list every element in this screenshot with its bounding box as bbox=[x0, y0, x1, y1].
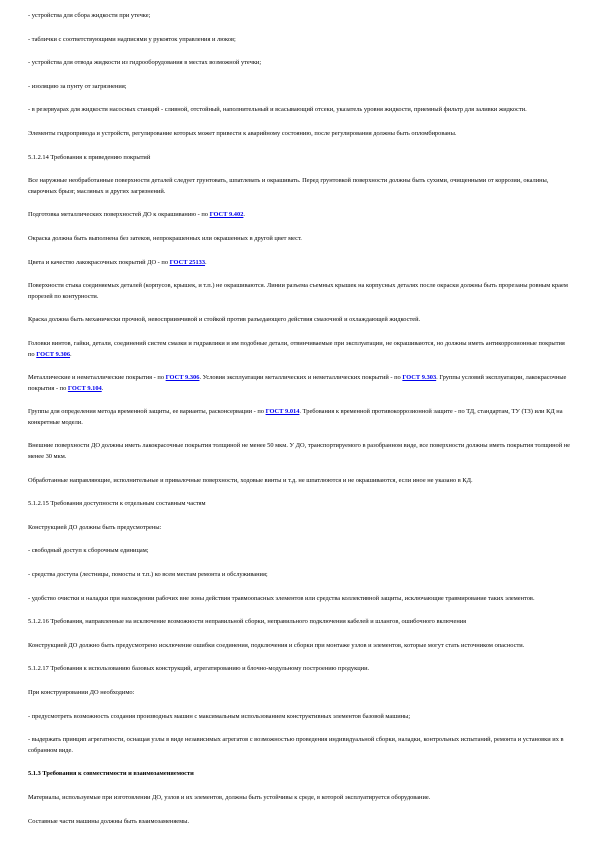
paragraph-text: - выдержать принцип агрегатности, оснащая узлы в виде независимых агрегатов с возможностью проведения индивидуальной сборки, наладки, контрольных испытаний, ремонта и установки их в собранном виде. bbox=[28, 736, 564, 754]
paragraph-text: . bbox=[70, 350, 72, 358]
body-paragraph bbox=[28, 281, 573, 302]
paragraph-text: 5.1.2.15 Требования доступности к отдельным составным частям bbox=[28, 500, 206, 508]
body-paragraph bbox=[28, 793, 573, 804]
paragraph-text: - изоляцию за пунту от загрязнения; bbox=[28, 82, 127, 90]
body-paragraph bbox=[28, 817, 573, 828]
body-paragraph bbox=[28, 688, 573, 699]
paragraph-text: Элементы гидропривода и устройств, регулирование которых может привести к аварийному состоянию, после регулирования должны быть опломбированы. bbox=[28, 129, 457, 137]
body-paragraph bbox=[28, 641, 573, 652]
body-paragraph bbox=[28, 476, 573, 487]
paragraph-text: . Условия эксплуатации металлических и неметаллических покрытий - по bbox=[199, 374, 403, 382]
body-paragraph bbox=[28, 499, 573, 510]
body-paragraph bbox=[28, 570, 573, 581]
paragraph-text: Внешние поверхности ДО должны иметь лакокрасочные покрытия толщиной не менее 50 мкм. У ДО, транспортируемого в разобранном виде, все поверхности должны иметь покрытия толщиной не менее 30 мкм. bbox=[28, 442, 571, 461]
paragraph-text: Обработанные направляющие, исполнительные и привалочные поверхности, ходовые винты и т.д. не шпатлюются и не окрашиваются, если иное не указано в КД. bbox=[28, 476, 473, 484]
paragraph-text: . bbox=[205, 258, 207, 266]
paragraph-text: 5.1.2.14 Требования к приведению покрытий bbox=[28, 153, 151, 161]
paragraph-text: - свободный доступ к сборочным единицам; bbox=[28, 547, 149, 555]
body-paragraph bbox=[28, 769, 573, 780]
gost-reference-link[interactable]: ГОСТ 9.306 bbox=[165, 374, 200, 382]
body-paragraph bbox=[28, 234, 573, 245]
body-paragraph bbox=[28, 35, 573, 46]
body-paragraph bbox=[28, 105, 573, 116]
body-paragraph bbox=[28, 315, 573, 326]
body-paragraph bbox=[28, 523, 573, 534]
paragraph-text: . bbox=[243, 211, 245, 219]
body-paragraph bbox=[28, 339, 573, 360]
gost-reference-link[interactable]: ГОСТ 9.306 bbox=[36, 350, 71, 358]
paragraph-text: - удобство очистки и наладки при нахождении рабочих вне зоны действия травмоопасных элементов или средства коллективной защиты, исключающие травмирование таких элементов. bbox=[28, 594, 535, 602]
paragraph-text: . Требования к временной противокоррозионной защите - по ТД, стандартам, ТУ (ТЗ) или КД на конкретные модели. bbox=[28, 408, 563, 426]
paragraph-text: . Группы условий эксплуатации, лакокрасочные покрытия - по bbox=[28, 374, 567, 392]
paragraph-text: - таблички с соответствующими надписями у рукояток управления и люков; bbox=[28, 35, 236, 43]
paragraph-text: Конструкцией ДО должно быть предусмотрено исключение ошибки соединения, подключения и сборки при монтаже узлов и элементов, которые могут стать источником опасности. bbox=[28, 641, 525, 649]
body-paragraph bbox=[28, 129, 573, 140]
paragraph-text: Краска должна быть механически прочной, невосприимчивой и стойкой против разъедающего действия смазочной и охлаждающей жидкостей. bbox=[28, 316, 421, 324]
body-paragraph bbox=[28, 441, 573, 462]
paragraph-text: 5.1.3 Требования к совместимости и взаимозаменяемости bbox=[28, 770, 194, 778]
body-paragraph bbox=[28, 664, 573, 675]
body-paragraph bbox=[28, 594, 573, 605]
paragraph-text: Поверхности стыка соединяемых деталей (корпусов, крышек, и т.п.) не окрашиваются. Линии разъема съемных крышек на корпусных деталях после окраски должны быть прорезаны ровным краем прорезей по контурности. bbox=[28, 282, 568, 300]
gost-reference-link[interactable]: ГОСТ 9.104 bbox=[67, 384, 102, 392]
paragraph-text: Подготовка металлических поверхностей ДО к окрашиванию - по bbox=[28, 211, 210, 219]
paragraph-text: Материалы, используемые при изготовлении ДО, узлов и их элементов, должны быть устойчивы к среде, в которой эксплуатируется оборудование. bbox=[28, 793, 431, 801]
paragraph-text: 5.1.2.16 Требования, направленные на исключение возможности неправильной сборки, неправильного подключения кабелей и шлангов, ошибочного включения bbox=[28, 618, 467, 626]
gost-reference-link[interactable]: ГОСТ 9.014 bbox=[265, 408, 300, 416]
paragraph-text: При конструировании ДО необходимо: bbox=[28, 689, 135, 696]
body-paragraph bbox=[28, 11, 573, 22]
paragraph-text: 5.1.2.17 Требования к использованию базовых конструкций, агрегатированию и блочно-модульному построению продукции. bbox=[28, 665, 370, 673]
gost-reference-link[interactable]: ГОСТ 25133 bbox=[169, 258, 206, 266]
body-paragraph bbox=[28, 210, 573, 221]
paragraph-text: - в резервуарах для жидкости насосных станций - сливной, отстойный, наполнительный и всасывающий отсеки, указатель уровня жидкости, приемный фильтр для заливки жидкости. bbox=[28, 106, 527, 114]
paragraph-text: Конструкцией ДО должны быть предусмотрены: bbox=[28, 523, 162, 531]
paragraph-text: Группы для определения метода временной защиты, ее варианты, расконсервации - по bbox=[28, 408, 266, 416]
gost-reference-link[interactable]: ГОСТ 9.402 bbox=[209, 211, 244, 219]
body-paragraph bbox=[28, 258, 573, 269]
paragraph-text: Цвета и качество лакокрасочных покрытий ДО - по bbox=[28, 258, 170, 266]
body-paragraph bbox=[28, 58, 573, 69]
body-paragraph bbox=[28, 546, 573, 557]
body-paragraph bbox=[28, 735, 573, 756]
paragraph-text: - средства доступа (лестницы, помосты и т.п.) ко всем местам ремонта и обслуживания; bbox=[28, 571, 268, 579]
paragraph-text: Составные части машины должны быть взаимозаменяемы. bbox=[28, 817, 190, 825]
paragraph-text: Окраска должна быть выполнена без затеков, непрокрашенных или окрашенных в другой цвет мест. bbox=[28, 234, 302, 242]
body-paragraph bbox=[28, 153, 573, 164]
body-paragraph bbox=[28, 373, 573, 394]
paragraph-text: - устройства для сбора жидкости при утечке; bbox=[28, 12, 151, 19]
paragraph-text: Металлические и неметаллические покрытия - по bbox=[28, 374, 166, 382]
paragraph-text: - устройства для отвода жидкости из гидрооборудования в местах возможной утечки; bbox=[28, 59, 262, 67]
paragraph-text: - предусмотреть возможность создания производных машин с максимальным использованием конструктивных элементов базовой машины; bbox=[28, 712, 411, 720]
gost-reference-link[interactable]: ГОСТ 9.303 bbox=[402, 374, 437, 382]
paragraph-text: Головки винтов, гайки, детали, соединений систем смазки и гидравлики и им подобные детали, отвинчиваемые при эксплуатации, не окрашиваются, но должны иметь антикоррозионные покрытия по bbox=[28, 339, 565, 358]
paragraph-text: Все наружные необработанные поверхности деталей следует грунтовать, шпатлевать и окрашивать. Перед грунтовкой поверхности должны быть сухими, очищенными от коррозии, окалины, сварочных брызг, масляных и других загрязнений. bbox=[28, 177, 549, 195]
paragraph-text: . bbox=[101, 384, 104, 392]
body-paragraph bbox=[28, 712, 573, 723]
body-paragraph bbox=[28, 82, 573, 93]
body-paragraph bbox=[28, 407, 573, 428]
body-paragraph bbox=[28, 617, 573, 628]
body-paragraph bbox=[28, 176, 573, 197]
